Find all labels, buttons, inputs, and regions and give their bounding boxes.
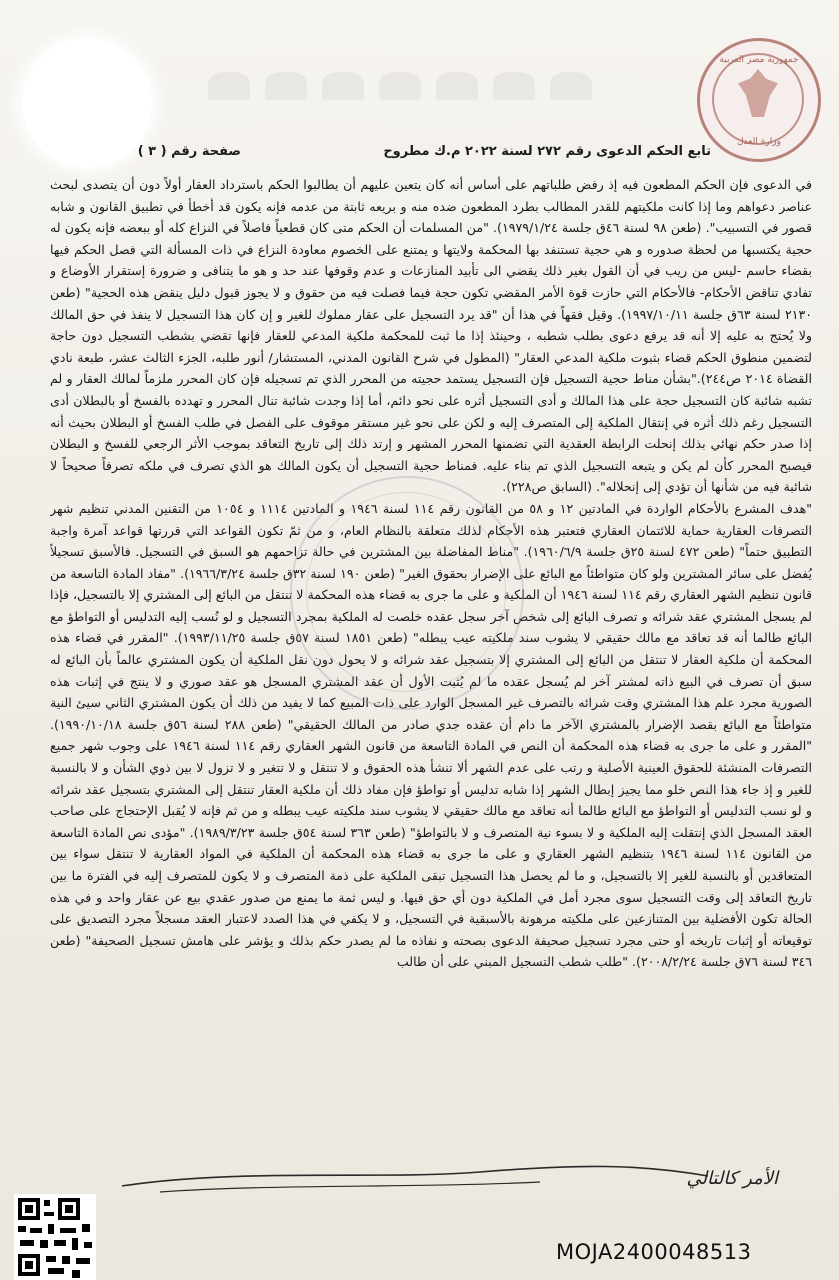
seal-top-text: جمهورية مصر العربية [719, 55, 799, 65]
watermark-pattern [200, 72, 600, 112]
case-reference: تابع الحكم الدعوى رقم ٢٧٢ لسنة ٢٠٢٢ م.ك مطروح [383, 144, 711, 159]
paragraph-2: "هدف المشرع بالأحكام الواردة في المادتين ١٢ و ٥٨ من القانون رقم ١١٤ لسنة ١٩٤٦ و المادتين ١١١٤ و ١٠٥٤ من التقنين المدني تنظيم شهر التصرفات العقارية حماية للائتمان العقاري فتعتبر هذه الأحكام لذلك متعلقة بالنظام العام، و من ثمّ تكون القواعد التي قررتها قواعد آمرة واجبة التطبيق حتماً" (طعن ٤٧٢ لسنة ٢٥ق جلسة ١٩٦٠/٦/٩). "مناط المفاضلة بين المشترين في حالة تزاحمهم هو السبق في التسجيل. فالأسبق تسجيلاً يُفضل على سائر المشترين ولو كان متواطئاً مع البائع على الإضرار بحقوق الغير" (طعن ١٩٠ لسنة ٣٢ق جلسة ١٩٦٦/٣/٢٤). "مفاد المادة التاسعة من قانون تنظيم الشهر العقاري رقم ١١٤ لسنة ١٩٤٦ أن الملكية و على ما جرى به قضاء هذه المحكمة لا تنتقل من البائع إلى المشتري إلا بالتسجيل، فإذا لم يسجل المشتري عقد شرائه و تصرف البائع إلى شخص آخر سجل عقده خلصت له الملكية بمجرد التسجيل و لو نُسب إليه التدليس أو التواطؤ مع البائع طالما أنه قد تعاقد مع مالك حقيقي لا يشوب سند ملكيته عيب يبطله" (طعن ١٨٥١ لسنة ٥٧ق جلسة ١٩٩٣/١١/٢٥). "المقرر في قضاء هذه المحكمة أن ملكية العقار لا تنتقل من البائع إلى المشتري إلا بتسجيل عقد شرائه و لا يحول دون نقل الملكية أن يكون المشتري عالماً بأن البائع له سبق أن تصرف في البيع ذاته لمشتر آخر لم يُسجل عقده ما لم يُثبت الأول أن عقد المشتري المسجل هو عقد صوري و لا ينتج في إثبات هذه الصورية مجرد علم هذا المشتري وقت شرائه بالتصرف غير المسجل الوارد على ذات المبيع كما لا يفيد من ذلك أن يكون المشتري الثاني سيئ النية متواطئاً مع البائع بقصد الإضرار بالمشتري الآخر ما دام أن عقده جدي صادر من المالك الحقيقي" (طعن ٢٨٨ لسنة ٥٦ق جلسة ١٩٩٠/١٠/١٨). "المقرر و على ما جرى به قضاء هذه المحكمة أن النص في المادة التاسعة من قانون الشهر العقاري رقم ١١٤ لسنة ١٩٤٦ على وجوب شهر جميع التصرفات المنشئة للحقوق العينية الأصلية و رتب على عدم الشهر ألا تنشأ هذه الحقوق و لا تنتقل و لا تتغير و لا تزول لا بين ذوي الشأن و لا بالنسبة للغير و إذ جاء هذا النص خلو مما يجيز إبطال الشهر إذا شابه تدليس أو تواطؤ فإن مفاد ذلك أن ملكية العقار تنتقل إلى المشتري بتسجيل عقد شرائه و لو نسب التدليس أو التواطؤ مع البائع طالما أنه تعاقد مع مالك حقيقي لا يشوب سند ملكيته عيب يبطله و من ثم فإنه لا يُقبل الإحتجاج على صاحب العقد المسجل الذي إنتقلت إليه الملكية و لا بسوء نية المتصرف و لا بالتواطؤ" (طعن ٣٦٣ لسنة ٥٤ق جلسة ١٩٨٩/٣/٢٣). "مؤدى نص المادة التاسعة من القانون ١١٤ لسنة ١٩٤٦ بتنظيم الشهر العقاري و على ما جرى به قضاء هذه المحكمة أن الملكية في المواد العقارية لا تنتقل سواء بين المتعاقدين أو بالنسبة للغير إلا بالتسجيل، و ما لم يحصل هذا التسجيل تبقى الملكية على ذمة المتصرف و لا يكون للمتصرف إليه في الفترة ما بين تاريخ التعاقد إلى وقت التسجيل سوى مجرد أمل في الملكية دون أي حق فيها. و ليس ثمة ما يمنع من صدور عقدي بيع عن عقار واحد و في هذه الحالة تكون الأفضلية بين المتنازعين على ملكيته مرهونة بالأسبقية في التسجيل، و لا يكفي في هذا الصدد لاعتبار العقد مسجلاً مجرد التصديق على توقيعاته أو إثبات تاريخه أو حتى مجرد تسجيل صحيفة الدعوى بصحته و نفاذه ما لم يصدر حكم بذلك و يؤشر على هامش تسجيل الصحيفة" (طعن ٣٤٦ لسنة ٧٦ق جلسة ٢٠٠٨/٢/٢٤). "طلب شطب التسجيل المبني على أن طالب [50, 500, 812, 970]
document-code: MOJA2400048513 [556, 1240, 752, 1264]
handwritten-signature: الأمر كالتالي [686, 1168, 778, 1189]
qr-code [14, 1194, 96, 1280]
page-number: صفحة رقم ( ٣ ) [137, 144, 241, 159]
judgment-body [50, 174, 812, 1142]
handwritten-strike-line [120, 1158, 710, 1198]
seal-bottom-text: وزارة العدل [737, 137, 781, 147]
page-header [0, 144, 839, 168]
paragraph-1: في الدعوى فإن الحكم المطعون فيه إذ رفض طلباتهم على أساس أنه كان يتعين عليهم أن يطالبوا الحكم باسترداد العقار أولاً دون أن يتصدى لبحث عناصر دعواهم وما إذا كانت ملكيتهم للقدر المطالب بطرد المطعون ضده منه و بريعه ثابتة من عدمه فإنه يكون قد أخطأ في تطبيق القانون و شابه قصور في التسبيب". (طعن ٩٨ لسنة ٤٦ق جلسة ١٩٧٩/١/٢٤). "من المسلمات أن الحكم متى كان قطعياً فاصلاً في النزاع كله أو ببعضه فإنه يكون له حجية يكتسبها من لحظة صدوره و هي حجية تستنفد بها المحكمة ولايتها و يمتنع على الخصوم معاودة النزاع في ذات المسألة التي فصل الحكم فيها بقضاء حاسم -ليس من ريب في أن القول بغير ذلك يقضي الى تأبيد المنازعات و عدم وقوفها عند حد و هو ما يتنافى و ضرورة إستقرار الأوضاع و تفادي تناقض الأحكام- فالأحكام التي حازت قوة الأمر المقضي تكون حجة فيما فصلت فيه من حقوق و لا يجوز قبول دليل ينقض هذه الحجية" (طعن ٢١٣٠ لسنة ٦٣ق جلسة ١٩٩٧/١٠/١١). وقيل فقهاً في هذا أن "قد يرد التسجيل على عقار مملوك للغير و إن كان هذا التسجيل لا ينفذ في حق المالك ولا يُحتج به عليه إلا أنه قد يرفع دعوى بطلب شطبه ، وحينئذ إذا ما ثبت للمحكمة ملكية المدعي للعقار فإنها تقضي بشطب التسجيل دون حاجة لتضمين منطوق الحكم قضاء بثبوت ملكية المدعي العقار" (المطول في شرح القانون المدني، المستشار/ أنور طلبه، الجزء الثالث عشر، طبعة نادي القضاة ٢٠١٤ ص٢٤٤)."بشأن مناط حجية التسجيل فإن التسجيل يستمد حجيته من المحرر الذي تم تسجيله فإن كان المحرر ملزماً لمالك العقار و لم تشبه شائبة كان التسجيل حجة على هذا المالك و أدى التسجيل أثره على نحو دائم، أما إذا وجدت شائبة تنال المحرر و تهدده بالفسخ أو بالبطلان أدى التسجيل رغم ذلك أثره في إنتقال الملكية إلى المتصرف إليه و لكن على نحو غير مستقر موقوف على الفصل في طلب الفسخ أو البطلان بحيث أنه إذا صدر حكم نهائي بذلك إنحلت الرابطة العقدية التي تضمنها المحرر المشهر و إرتد ذلك إلى تاريخ التعاقد بموجب الأثر الرجعي للفسخ و البطلان فيصبح المحرر كأن لم يكن و يتبعه التسجيل الذي تم بناء عليه. فمناط حجية التسجيل أن يكون المالك هو الذي تصرف في ملكه تصرفاً صحيحاً لا شائبة فيه من شأنها أن تؤدي إلى إنحلاله". (السابق ص٢٢٨). [50, 177, 812, 495]
